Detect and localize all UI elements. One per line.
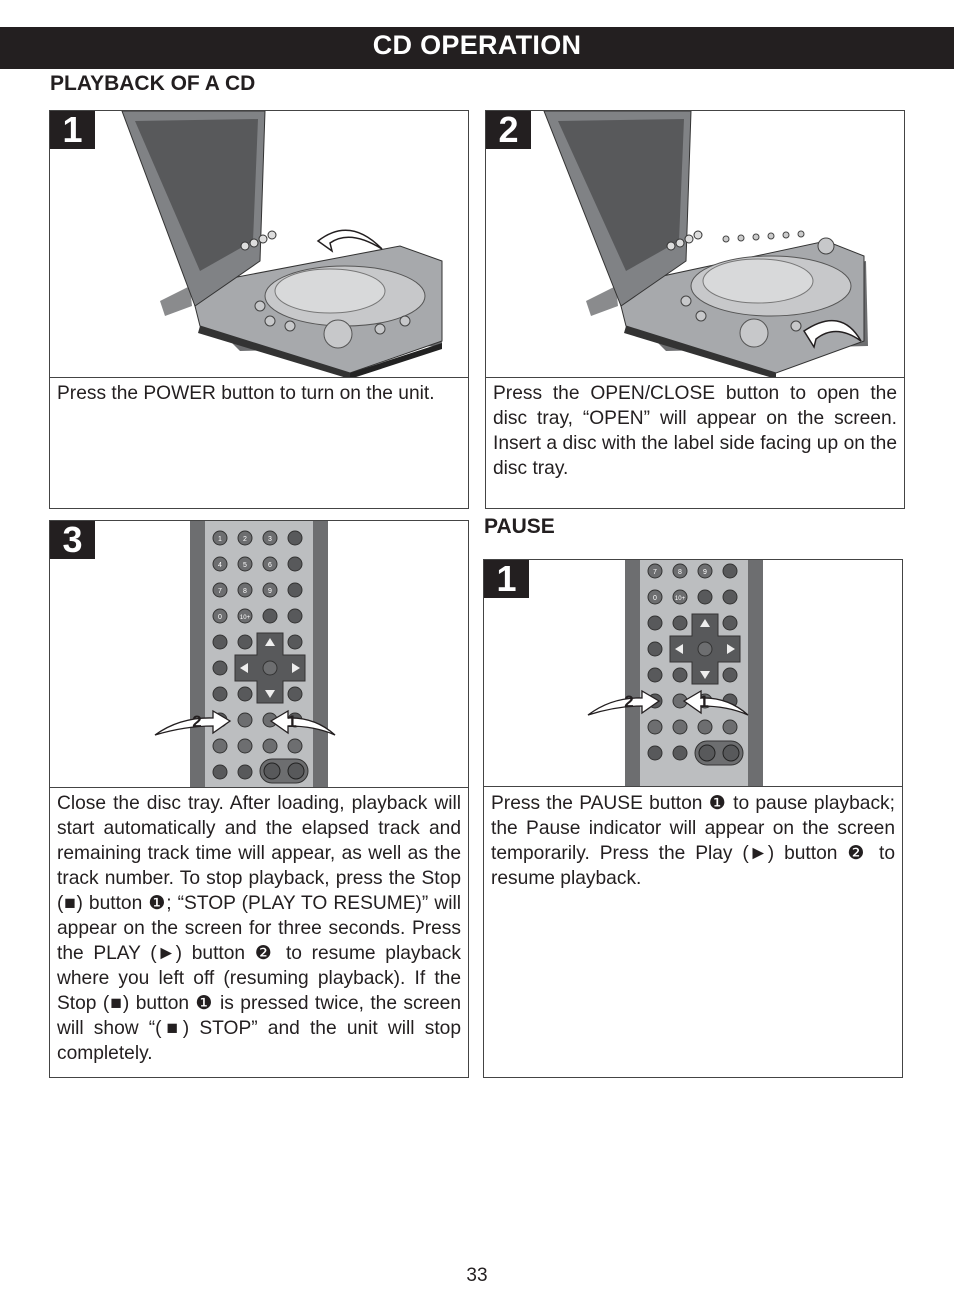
remote-control-illustration [484,560,902,787]
remote-digit-9: 9 [703,569,707,576]
dvd-player-illustration [486,111,904,378]
remote-digit-2: 2 [243,536,247,543]
remote-digit-9: 9 [268,588,272,595]
remote-digit-7: 7 [653,569,657,576]
callout-1-label: 1 [699,692,709,711]
step-caption: Press the PAUSE button ❶ to pause playback; the Pause indicator will appear on the screen temporarily. Press the Play (►) button ❷ to resume playback. [491,793,895,889]
step-panel-open-close [485,110,905,509]
step-number-badge: 2 [486,111,531,149]
remote-digit-1: 1 [218,536,222,543]
step-caption: Close the disc tray. After loading, playback will start automatically and the elapsed track and remaining track time will appear, as well as the track number. To stop playback, press the Stop (■) button ❶; “STOP (PLAY TO RESUME)” will appear on the screen for three seconds. Press the PLAY (►) button ❷ to resume playback where you left off (resuming playback). If the Stop (■) button ❶ is pressed twice, the screen will show “(■) STOP” and the unit will stop completely. [57,793,461,1064]
callout-2-label: 2 [624,692,634,711]
step-panel-play-stop [49,520,469,1078]
step-number-badge: 1 [484,560,529,598]
step-panel-pause [483,559,903,1078]
step-panel-power [49,110,469,509]
remote-digit-5: 5 [243,562,247,569]
remote-digit-10-plus: 10+ [674,596,686,602]
remote-digit-0: 0 [218,614,222,621]
step-number-badge: 1 [50,111,95,149]
remote-digit-6: 6 [268,562,272,569]
step-number-badge: 3 [50,521,95,559]
remote-digit-3: 3 [268,536,272,543]
callout-1-label: 1 [287,712,297,731]
remote-digit-4: 4 [218,562,222,569]
section-title-pause: PAUSE [484,515,555,538]
remote-digit-8: 8 [678,569,682,576]
step-caption: Press the OPEN/CLOSE button to open the disc tray, “OPEN” will appear on the screen. Insert a disc with the label side facing up on the disc tray. [493,383,897,479]
dvd-player-illustration [50,111,468,378]
callout-2-label: 2 [192,712,202,731]
page-number: 33 [466,1265,488,1286]
remote-control-illustration [50,521,468,788]
step-caption: Press the POWER button to turn on the unit. [57,383,435,404]
section-title-playback: PLAYBACK OF A CD [50,72,256,95]
remote-digit-7: 7 [218,588,222,595]
remote-digit-10-plus: 10+ [239,615,251,621]
page-header [0,27,954,69]
page-title: CD OPERATION [372,30,582,60]
remote-digit-8: 8 [243,588,247,595]
remote-digit-0: 0 [653,595,657,602]
